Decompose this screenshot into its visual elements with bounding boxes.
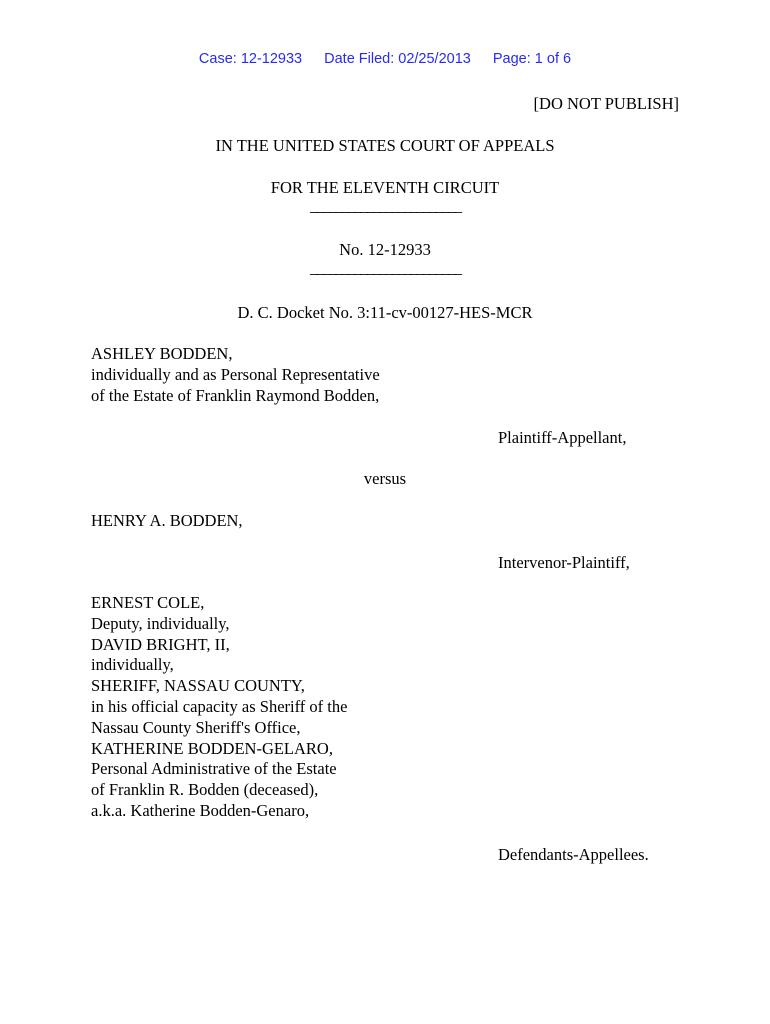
defendant-line: a.k.a. Katherine Bodden-Genaro, — [91, 800, 310, 820]
defendant-line: SHERIFF, NASSAU COUNTY, — [91, 676, 305, 696]
page-count-header: Page: 1 of 6 — [492, 51, 572, 67]
plaintiff-block — [91, 344, 380, 406]
rule-line-2: ________________________ — [310, 258, 460, 277]
plaintiff-role: Plaintiff-Appellant, — [498, 428, 627, 447]
defendants-role: Defendants-Appellees. — [498, 845, 649, 864]
publish-notice: [DO NOT PUBLISH] — [533, 94, 679, 113]
defendant-line: Deputy, individually, — [91, 613, 230, 633]
date-filed-header: Date Filed: 02/25/2013 — [324, 51, 471, 67]
plaintiff-line: individually and as Personal Representative — [91, 364, 380, 384]
plaintiff-line: of the Estate of Franklin Raymond Bodden, — [91, 385, 380, 405]
court-name: IN THE UNITED STATES COURT OF APPEALS — [215, 136, 555, 155]
case-number: No. 12-12933 — [339, 240, 431, 259]
defendant-line: KATHERINE BODDEN-GELARO, — [91, 738, 333, 758]
intervenor-role: Intervenor-Plaintiff, — [498, 553, 630, 572]
filing-header — [0, 51, 770, 67]
defendant-line: Nassau County Sheriff's Office, — [91, 717, 301, 737]
case-number-header: Case: 12-12933 — [198, 51, 303, 67]
intervenor-name: HENRY A. BODDEN, — [91, 511, 243, 530]
defendant-line: of Franklin R. Bodden (deceased), — [91, 780, 319, 800]
defendant-line: Personal Administrative of the Estate — [91, 759, 337, 779]
defendant-line: in his official capacity as Sheriff of the — [91, 696, 348, 716]
defendant-line: individually, — [91, 655, 174, 675]
defendant-line: ERNEST COLE, — [91, 593, 205, 612]
versus-label: versus — [363, 469, 407, 488]
defendants-block — [91, 593, 347, 822]
circuit-name: FOR THE ELEVENTH CIRCUIT — [270, 178, 500, 197]
rule-line-1: ________________________ — [310, 196, 460, 215]
defendant-line: DAVID BRIGHT, II, — [91, 634, 230, 654]
plaintiff-line: ASHLEY BODDEN, — [91, 344, 233, 363]
docket-number: D. C. Docket No. 3:11-cv-00127-HES-MCR — [237, 303, 533, 322]
